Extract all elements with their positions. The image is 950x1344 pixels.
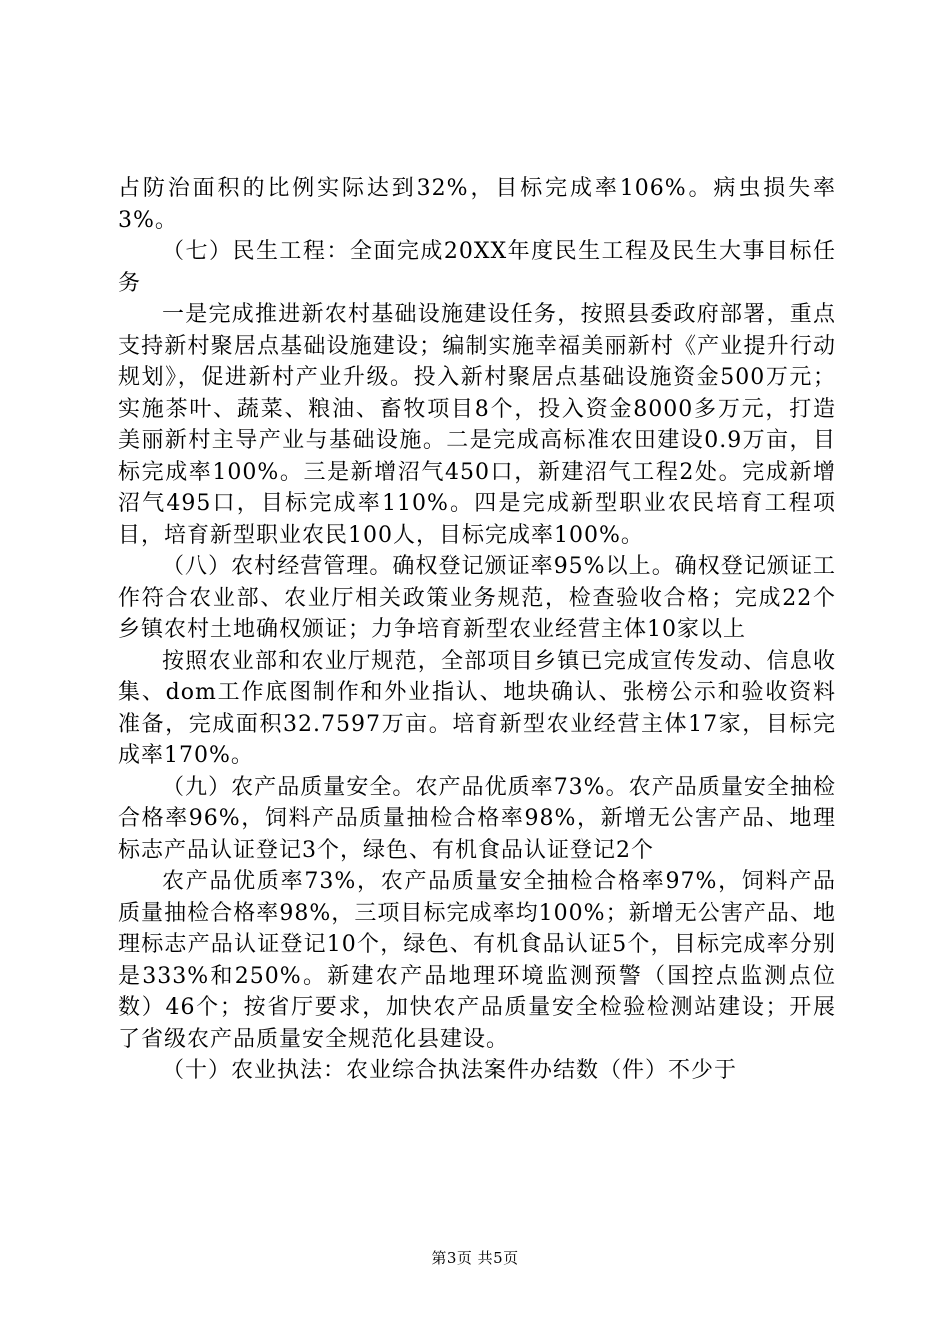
section-heading-livelihood: （七）民生工程：全面完成20XX年度民生工程及民生大事目标任务 bbox=[118, 239, 836, 296]
document-body bbox=[118, 173, 836, 1087]
paragraph-rural-management-details: 按照农业部和农业厅规范，全部项目乡镇已完成宣传发动、信息收集、dom工作底图制作和外业指认、地块确认、张榜公示和验收资料准备，完成面积32.7597万亩。培育新型农业经营主体17家，目标完成率170%。 bbox=[118, 648, 836, 768]
paragraph-product-quality-details: 农产品优质率73%，农产品质量安全抽检合格率97%，饲料产品质量抽检合格率98%，三项目标完成率均100%；新增无公害产品、地理标志产品认证登记10个，绿色、有机食品认证5个，目标完成率分别是333%和250%。新建农产品地理环境监测预警（国控点监测点位数）46个；按省厅要求，加快农产品质量安全检验检测站建设；开展了省级农产品质量安全规范化县建设。 bbox=[118, 869, 836, 1052]
section-heading-product-quality: （九）农产品质量安全。农产品优质率73%。农产品质量安全抽检合格率96%，饲料产品质量抽检合格率98%，新增无公害产品、地理标志产品认证登记3个，绿色、有机食品认证登记2个 bbox=[118, 774, 836, 863]
section-heading-law-enforcement: （十）农业执法：农业综合执法案件办结数（件）不少于 bbox=[162, 1058, 738, 1083]
section-heading-rural-management: （八）农村经营管理。确权登记颁证率95%以上。确权登记颁证工作符合农业部、农业厅相关政策业务规范，检查验收合格；完成22个乡镇农村土地确权颁证；力争培育新型农业经营主体10家以上 bbox=[118, 554, 836, 642]
paragraph-livelihood-details: 一是完成推进新农村基础设施建设任务，按照县委政府部署，重点支持新村聚居点基础设施建设；编制实施幸福美丽新村《产业提升行动规划》，促进新村产业升级。投入新村聚居点基础设施资金500万元；实施茶叶、蔬菜、粮油、畜牧项目8个，投入资金8000多万元，打造美丽新村主导产业与基础设施。二是完成高标准农田建设0.9万亩，目标完成率100%。三是新增沼气450口，新建沼气工程2处。完成新增沼气495口，目标完成率110%。四是完成新型职业农民培育工程项目，培育新型职业农民100人，目标完成率100%。 bbox=[118, 302, 836, 548]
page-number-footer: 第3页 共5页 bbox=[431, 1249, 519, 1267]
paragraph-pest-control: 占防治面积的比例实际达到32%，目标完成率106%。病虫损失率3%。 bbox=[118, 176, 836, 233]
